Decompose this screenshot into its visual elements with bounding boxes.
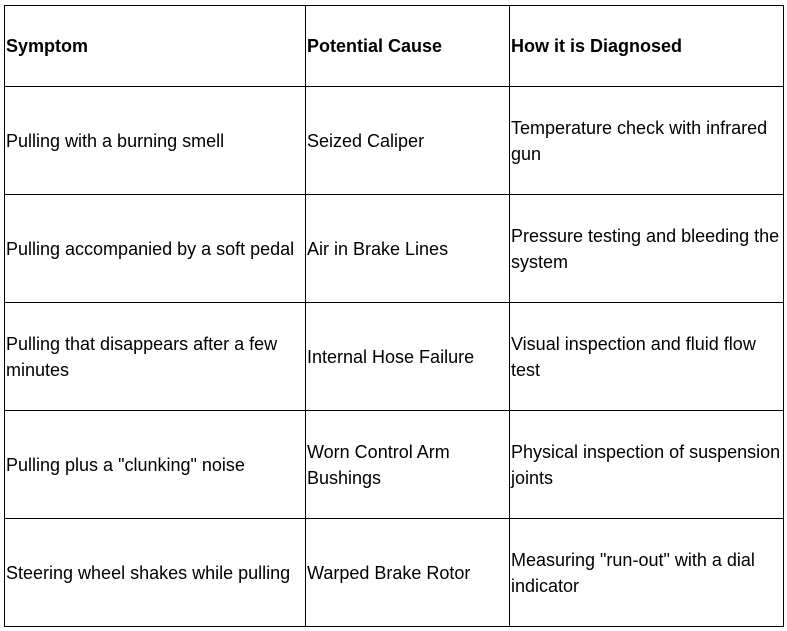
diagnosis-cell: Temperature check with infrared gun — [510, 87, 784, 195]
symptom-cell: Pulling plus a "clunking" noise — [5, 411, 306, 519]
header-potential-cause: Potential Cause — [306, 6, 510, 87]
table-row — [5, 411, 784, 519]
symptom-cell: Pulling that disappears after a few minutes — [5, 303, 306, 411]
diagnosis-cell: Visual inspection and fluid flow test — [510, 303, 784, 411]
cause-cell: Warped Brake Rotor — [306, 519, 510, 627]
cause-cell: Internal Hose Failure — [306, 303, 510, 411]
table-row — [5, 519, 784, 627]
diagnosis-cell: Physical inspection of suspension joints — [510, 411, 784, 519]
table-row — [5, 195, 784, 303]
table-header-row — [5, 6, 784, 87]
diagnosis-cell: Pressure testing and bleeding the system — [510, 195, 784, 303]
diagnosis-table — [4, 5, 784, 627]
header-how-diagnosed: How it is Diagnosed — [510, 6, 784, 87]
symptom-cell: Pulling accompanied by a soft pedal — [5, 195, 306, 303]
cause-cell: Air in Brake Lines — [306, 195, 510, 303]
cause-cell: Seized Caliper — [306, 87, 510, 195]
table-row — [5, 87, 784, 195]
table-row — [5, 303, 784, 411]
cause-cell: Worn Control Arm Bushings — [306, 411, 510, 519]
header-symptom: Symptom — [5, 6, 306, 87]
symptom-cell: Pulling with a burning smell — [5, 87, 306, 195]
symptom-cell: Steering wheel shakes while pulling — [5, 519, 306, 627]
diagnosis-cell: Measuring "run-out" with a dial indicator — [510, 519, 784, 627]
